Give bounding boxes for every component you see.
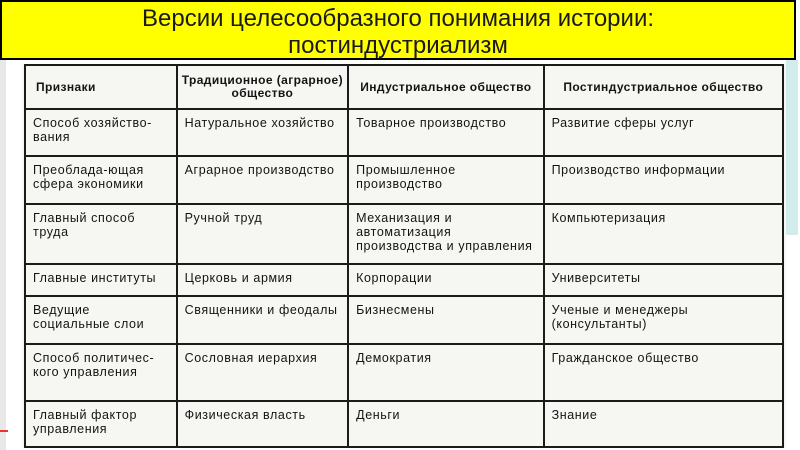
table-cell: Способ политичес-кого управления xyxy=(25,344,177,401)
table-cell: Университеты xyxy=(544,264,783,296)
table-cell: Главные институты xyxy=(25,264,177,296)
slide-title-line1: Версии целесообразного понимания истории: xyxy=(141,5,655,32)
table-cell: Знание xyxy=(544,401,783,447)
table-row xyxy=(25,296,783,344)
table-cell: Ручной труд xyxy=(177,204,349,264)
table-cell: Промышленное производство xyxy=(348,156,543,204)
table-header-row xyxy=(25,65,783,109)
table-cell: Компьютеризация xyxy=(544,204,783,264)
right-decor-bar xyxy=(786,60,798,235)
table-cell: Гражданское общество xyxy=(544,344,783,401)
table-cell: Главный фактор управления xyxy=(25,401,177,447)
slide-title-line2: постиндустриализм xyxy=(288,32,508,59)
table-row xyxy=(25,156,783,204)
header-cell: Признаки xyxy=(25,65,177,109)
table-cell: Развитие сферы услуг xyxy=(544,109,783,156)
slide-title xyxy=(0,0,796,60)
table-cell: Главный способ труда xyxy=(25,204,177,264)
table-cell: Бизнесмены xyxy=(348,296,543,344)
table-cell: Физическая власть xyxy=(177,401,349,447)
table-cell: Корпорации xyxy=(348,264,543,296)
table-cell: Ученые и менеджеры (консультанты) xyxy=(544,296,783,344)
comparison-table xyxy=(24,64,784,448)
table-cell: Священники и феодалы xyxy=(177,296,349,344)
table-cell: Производство информации xyxy=(544,156,783,204)
table-row xyxy=(25,264,783,296)
table-cell: Сословная иерархия xyxy=(177,344,349,401)
table-row xyxy=(25,344,783,401)
table-row xyxy=(25,109,783,156)
left-accent-line xyxy=(0,430,8,432)
scanned-table-image xyxy=(22,64,786,448)
table-cell: Аграрное производство xyxy=(177,156,349,204)
table-row xyxy=(25,204,783,264)
table-cell: Механизация и автоматизация производства и управления xyxy=(348,204,543,264)
table-cell: Церковь и армия xyxy=(177,264,349,296)
header-cell: Традиционное (аграрное) общество xyxy=(177,65,349,109)
table-cell: Деньги xyxy=(348,401,543,447)
table-row xyxy=(25,401,783,447)
header-cell: Постиндустриальное общество xyxy=(544,65,783,109)
left-decor-bar xyxy=(0,60,6,450)
table-cell: Натуральное хозяйство xyxy=(177,109,349,156)
header-cell: Индустриальное общество xyxy=(348,65,543,109)
table-cell: Способ хозяйство-вания xyxy=(25,109,177,156)
table-cell: Демократия xyxy=(348,344,543,401)
table-cell: Товарное производство xyxy=(348,109,543,156)
table-cell: Ведущие социальные слои xyxy=(25,296,177,344)
table-cell: Преоблада-ющая сфера экономики xyxy=(25,156,177,204)
